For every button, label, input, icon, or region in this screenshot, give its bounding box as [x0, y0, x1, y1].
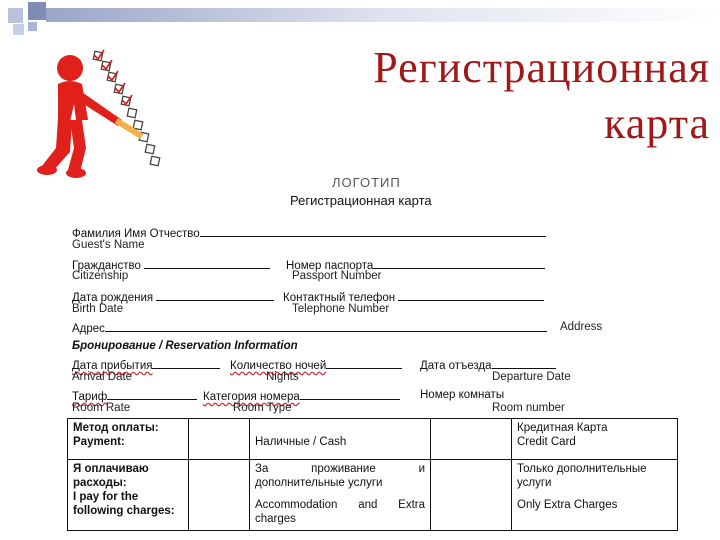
charges-label-en: I pay for the following charges: — [73, 491, 175, 517]
payment-table — [67, 418, 678, 531]
slide-title-line1: Регистрационная — [373, 43, 710, 92]
nights-label-ru: Количество ночей — [230, 360, 327, 372]
arrival-line[interactable] — [152, 358, 220, 369]
card-option-label-ru: Кредитная Карта — [517, 422, 608, 434]
room-type-label-ru: Категория номера — [203, 391, 300, 403]
slide-title — [373, 40, 710, 152]
citizenship-label-en: Citizenship — [72, 270, 129, 282]
address-row — [72, 321, 547, 336]
charges-label-ru: Я оплачиваю расходы: — [73, 463, 149, 489]
extra-label-en: Only Extra Charges — [517, 499, 618, 511]
decor-square — [28, 22, 37, 31]
cash-option-cell — [250, 419, 431, 460]
address-label-ru: Адрес — [72, 323, 105, 335]
address-label-en: Address — [560, 321, 603, 333]
departure-line[interactable] — [492, 358, 556, 369]
room-number-label-ru: Номер комнаты — [420, 389, 505, 401]
logo-placeholder: ЛОГОТИП — [332, 175, 401, 190]
name-line[interactable] — [200, 226, 546, 237]
accommodation-label-en: Accommodation and Extra charges — [255, 499, 425, 525]
decor-square — [13, 24, 24, 35]
card-option-cell — [512, 419, 678, 460]
decor-square — [8, 8, 23, 23]
accommodation-checkbox-cell[interactable] — [189, 460, 250, 531]
payment-charges-row — [68, 460, 678, 531]
nights-row — [230, 358, 402, 373]
checklist-figure-illustration — [36, 48, 172, 182]
extra-label-ru: Только дополнительные услуги — [517, 463, 647, 489]
payment-method-label-cell — [68, 419, 189, 460]
form-title: Регистрационная карта — [290, 193, 432, 208]
reservation-heading: Бронирование / Reservation Information — [72, 340, 298, 352]
passport-label-en: Passport Number — [292, 270, 382, 282]
birth-label-ru: Дата рождения — [72, 292, 154, 304]
cash-checkbox-cell[interactable] — [189, 419, 250, 460]
passport-label-ru: Номер паспорта — [286, 260, 374, 272]
arrival-label-ru: Дата прибытия — [72, 360, 153, 372]
birth-line[interactable] — [156, 290, 274, 301]
citizenship-line[interactable] — [144, 258, 270, 269]
room-type-label-en: Room Type — [233, 402, 292, 414]
departure-label-ru: Дата отъезда — [420, 360, 492, 372]
extra-checkbox-cell[interactable] — [431, 460, 512, 531]
payment-method-row — [68, 419, 678, 460]
cash-option-label: Наличные / Cash — [255, 436, 347, 448]
rate-line[interactable] — [107, 389, 197, 400]
slide-title-line2: карта — [604, 99, 710, 148]
accommodation-option-cell — [250, 460, 431, 531]
room-number-label-en: Room number — [492, 402, 565, 414]
name-label-en: Guest's Name — [72, 239, 145, 251]
phone-label-ru: Контактный телефон — [283, 292, 396, 304]
nights-line[interactable] — [326, 358, 402, 369]
name-label-ru: Фамилия Имя Отчество — [72, 228, 200, 240]
rate-label-en: Room Rate — [72, 402, 131, 414]
departure-label-en: Departure Date — [492, 371, 571, 383]
extra-option-cell — [512, 460, 678, 531]
birth-label-en: Birth Date — [72, 303, 124, 315]
nights-label-en: Nights — [266, 371, 299, 383]
payment-method-label-en: Payment: — [73, 436, 125, 448]
phone-label-en: Telephone Number — [292, 303, 390, 315]
charges-label-cell — [68, 460, 189, 531]
citizenship-label-ru: Гражданство — [72, 260, 141, 272]
phone-line[interactable] — [398, 290, 544, 301]
room-type-line[interactable] — [300, 389, 400, 400]
decor-bar — [46, 8, 720, 22]
decor-square — [28, 2, 46, 20]
payment-method-label: Метод оплаты: — [73, 422, 159, 434]
card-option-label-en: Credit Card — [517, 436, 576, 448]
card-checkbox-cell[interactable] — [431, 419, 512, 460]
address-line[interactable] — [105, 321, 547, 332]
rate-label-ru: Тариф — [72, 391, 108, 403]
arrival-label-en: Arrival Date — [72, 371, 133, 383]
accommodation-label-ru: За проживание и дополнительные услуги — [255, 463, 425, 489]
passport-line[interactable] — [373, 258, 545, 269]
